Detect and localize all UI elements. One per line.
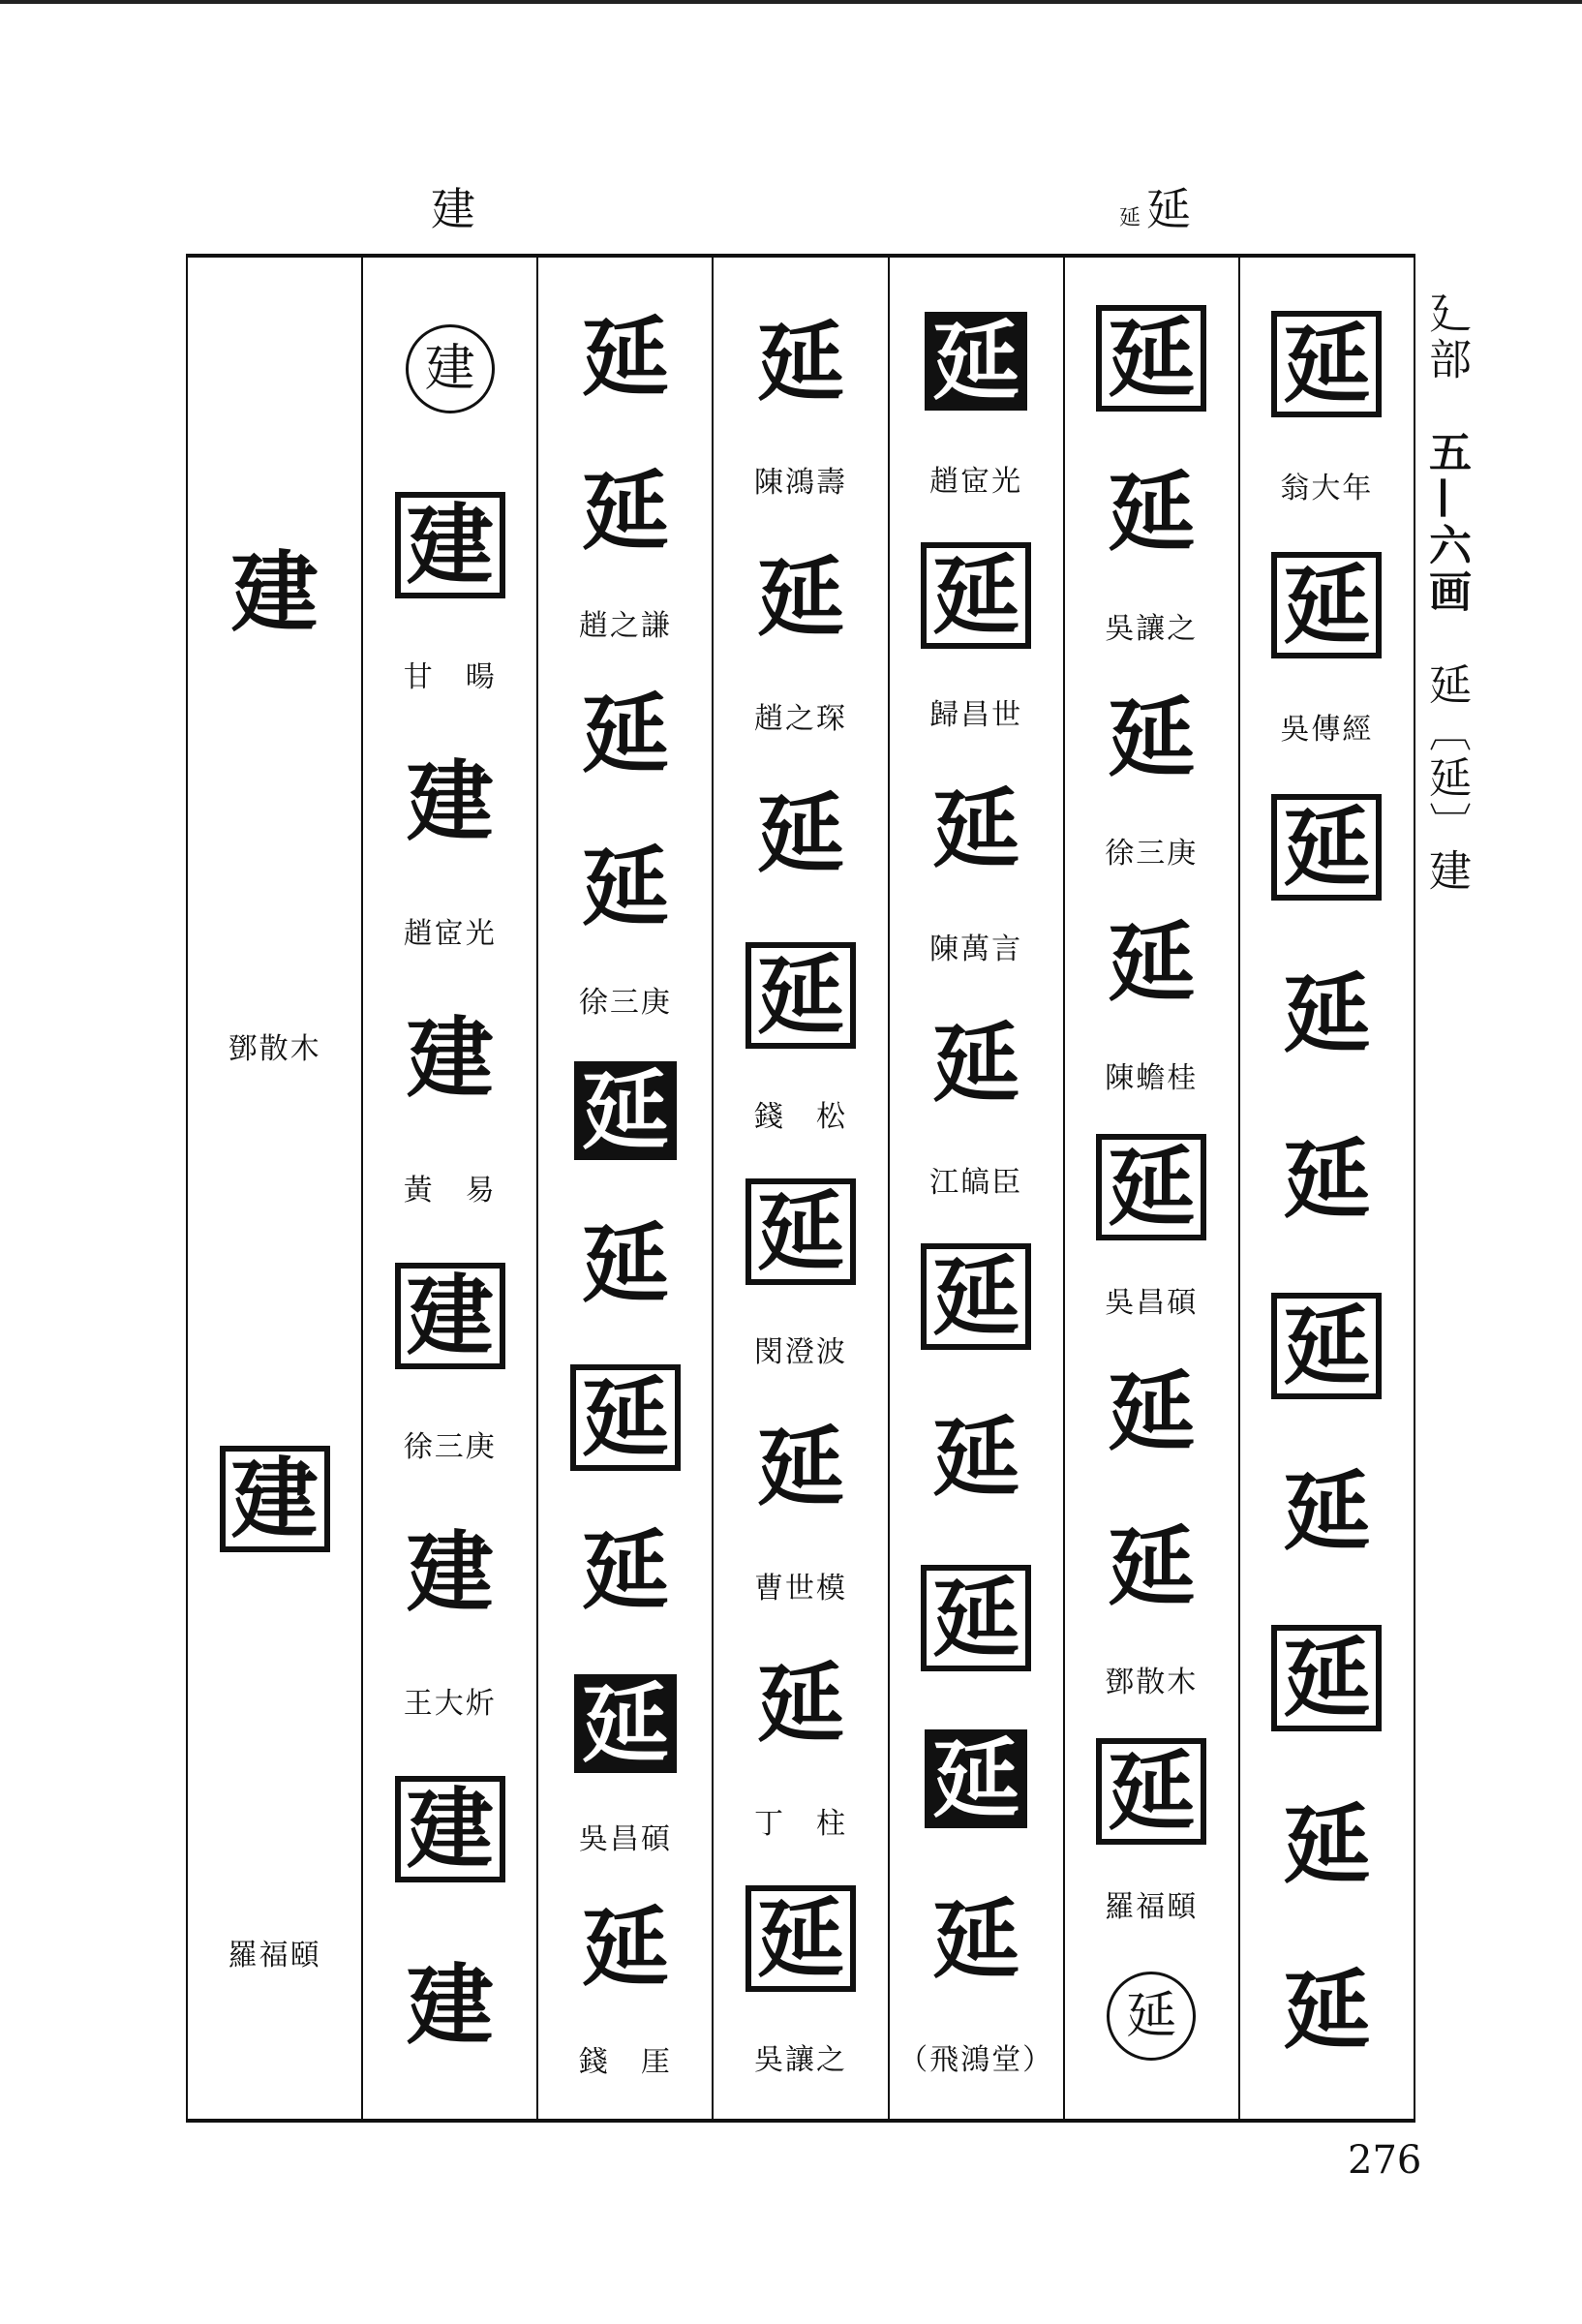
seal-glyph: 延 — [1283, 1128, 1371, 1232]
seal-glyph: 延 — [1283, 962, 1371, 1065]
seal-glyph: 延 — [1107, 1972, 1196, 2061]
seal-column — [188, 258, 361, 2119]
seal-glyph: 延 — [1096, 305, 1206, 412]
seal-column — [361, 258, 536, 2119]
seal-glyph: 延 — [1271, 1625, 1382, 1731]
seal-attribution — [714, 1312, 887, 1386]
seal-entry — [1240, 1429, 1414, 1596]
seal-glyph: 延 — [1108, 1361, 1196, 1464]
seal-entry — [538, 1647, 712, 1800]
heading-yan — [1119, 174, 1193, 238]
seal-attribution — [714, 1548, 887, 1622]
seal-entry — [188, 281, 361, 904]
seal-glyph: 建 — [220, 1446, 330, 1552]
seal-entry — [1240, 281, 1414, 447]
seal-entry — [538, 1187, 712, 1340]
seal-attribution — [1065, 1040, 1238, 1111]
seal-entry — [1065, 1714, 1238, 1869]
seal-attribution — [1065, 1869, 1238, 1940]
seal-glyph: 延 — [745, 1178, 856, 1285]
carver-name-label: 羅福頤 — [1105, 1890, 1199, 1925]
heading-yan-text: 延 — [1146, 183, 1194, 235]
seal-entry — [714, 1386, 887, 1547]
carver-name-label: 鄧散木 — [1105, 1665, 1199, 1699]
seal-entry — [1065, 436, 1238, 591]
seal-glyph: 延 — [757, 1416, 844, 1519]
seal-entry — [890, 1538, 1063, 1698]
seal-column — [888, 258, 1063, 2119]
seal-attribution — [1240, 688, 1414, 764]
seal-glyph: 建 — [395, 1776, 505, 1882]
heading-yan-small: 延 — [1119, 206, 1143, 230]
seal-glyph: 延 — [1283, 1460, 1371, 1564]
seal-glyph: 延 — [1271, 794, 1382, 901]
carver-name-label: （飛鴻堂） — [898, 2043, 1054, 2078]
seal-entry — [1065, 1110, 1238, 1265]
seal-glyph: 延 — [1283, 1959, 1371, 2063]
seal-entry — [1065, 281, 1238, 436]
seal-glyph: 延 — [1108, 461, 1196, 565]
seal-entry — [890, 749, 1063, 909]
seal-glyph: 延 — [932, 778, 1020, 881]
seal-glyph: 延 — [1283, 1792, 1371, 1896]
seal-attribution — [714, 2020, 887, 2094]
seal-glyph: 延 — [757, 781, 844, 885]
seal-glyph: 延 — [581, 306, 669, 410]
carver-name-label: 徐三庚 — [1105, 836, 1199, 871]
seal-glyph: 建 — [395, 1263, 505, 1369]
carver-name-label: 趙之琛 — [754, 701, 847, 736]
seal-glyph: 延 — [581, 459, 669, 563]
seal-entry — [1240, 1761, 1414, 1928]
seal-attribution — [1065, 590, 1238, 660]
seal-attribution — [890, 1144, 1063, 1216]
side-chars: 延〔延〕建 — [1421, 662, 1471, 895]
seal-attribution — [714, 679, 887, 752]
seal-attribution — [714, 443, 887, 516]
carver-name-label: 甘 暘 — [403, 659, 497, 694]
seal-attribution — [363, 891, 536, 971]
carver-name-label: 鄧散木 — [228, 1031, 321, 1066]
seal-entry — [1065, 1489, 1238, 1644]
seal-glyph: 延 — [581, 1895, 669, 1999]
seal-glyph: 延 — [1108, 686, 1196, 789]
seal-attribution — [538, 964, 712, 1034]
carver-name-label: 趙宧光 — [929, 464, 1023, 499]
seal-glyph: 建 — [406, 1953, 494, 2057]
seal-glyph: 延 — [757, 546, 844, 650]
seal-glyph: 延 — [932, 1888, 1020, 1992]
seal-entry — [363, 1917, 536, 2094]
seal-attribution — [363, 633, 536, 714]
carver-name-label: 陳鴻壽 — [754, 466, 847, 501]
carver-name-label: 王大炘 — [403, 1687, 497, 1722]
seal-attribution — [1065, 814, 1238, 885]
seal-column — [1238, 258, 1414, 2119]
seal-glyph: 延 — [570, 1364, 681, 1471]
seal-entry — [714, 1857, 887, 2019]
seal-entry — [890, 1859, 1063, 2020]
seal-entry — [538, 1340, 712, 1493]
seal-entry — [714, 281, 887, 443]
carver-name-label: 江皜臣 — [929, 1166, 1023, 1201]
seal-glyph: 延 — [581, 682, 669, 785]
seal-entry — [538, 281, 712, 434]
seal-glyph: 延 — [925, 1729, 1027, 1828]
seal-entry — [363, 1227, 536, 1403]
seal-glyph: 延 — [745, 1885, 856, 1992]
heading-jian-text: 建 — [431, 183, 477, 235]
seal-entry — [188, 1187, 361, 1811]
carver-name-label: 吳昌碩 — [1105, 1286, 1199, 1321]
side-index — [1421, 290, 1476, 895]
carver-name-label: 閔澄波 — [754, 1335, 847, 1370]
seal-attribution — [714, 1077, 887, 1150]
seal-entry — [538, 810, 712, 963]
carver-name-label: 徐三庚 — [578, 985, 672, 1020]
seal-attribution — [188, 1811, 361, 2095]
seal-attribution — [538, 2024, 712, 2094]
seal-glyph: 延 — [932, 1011, 1020, 1115]
carver-name-label: 羅福頤 — [228, 1938, 321, 1972]
carver-name-label: 吳讓之 — [754, 2042, 847, 2077]
seal-entry — [714, 1622, 887, 1784]
carver-name-label: 陳蟾桂 — [1105, 1060, 1199, 1095]
seal-table — [186, 254, 1415, 2123]
seal-entry — [538, 657, 712, 810]
seal-attribution — [890, 2021, 1063, 2094]
carver-name-label: 趙之謙 — [578, 608, 672, 643]
seal-glyph: 延 — [1096, 1738, 1206, 1845]
seal-attribution — [363, 1147, 536, 1228]
seal-attribution — [1240, 447, 1414, 523]
seal-entry — [714, 914, 887, 1076]
seal-entry — [538, 1871, 712, 2024]
seal-entry — [1240, 1096, 1414, 1263]
seal-glyph: 延 — [745, 942, 856, 1049]
seal-entry — [890, 1377, 1063, 1538]
seal-entry — [363, 970, 536, 1147]
seal-glyph: 建 — [406, 1520, 494, 1624]
seal-glyph: 延 — [921, 1565, 1031, 1671]
seal-glyph: 建 — [406, 1007, 494, 1111]
seal-attribution — [1065, 1265, 1238, 1335]
carver-name-label: 歸昌世 — [929, 698, 1023, 733]
seal-attribution — [1065, 1644, 1238, 1715]
seal-attribution — [363, 1404, 536, 1484]
seal-attribution — [890, 676, 1063, 749]
seal-entry — [890, 515, 1063, 676]
carver-name-label: 翁大年 — [1280, 471, 1374, 505]
seal-glyph: 延 — [581, 1212, 669, 1316]
page-number: 276 — [1348, 2138, 1422, 2183]
seal-entry — [890, 1216, 1063, 1377]
seal-entry — [538, 434, 712, 587]
seal-entry — [714, 517, 887, 679]
side-strokes: 五—六画 — [1421, 430, 1471, 616]
seal-entry — [1065, 885, 1238, 1040]
carver-name-label: 吳傳經 — [1280, 713, 1374, 748]
seal-entry — [1065, 1939, 1238, 2094]
seal-entry — [714, 752, 887, 914]
carver-name-label: 丁 柱 — [754, 1807, 847, 1842]
seal-entry — [1065, 660, 1238, 815]
seal-glyph: 延 — [1108, 1514, 1196, 1618]
seal-glyph: 延 — [757, 1651, 844, 1755]
carver-name-label: 陳萬言 — [929, 932, 1023, 966]
seal-entry — [363, 1483, 536, 1660]
seal-entry — [714, 1150, 887, 1312]
seal-entry — [363, 281, 536, 457]
carver-name-label: 黃 易 — [403, 1173, 497, 1208]
seal-glyph: 延 — [932, 1406, 1020, 1510]
seal-attribution — [538, 1801, 712, 1871]
seal-attribution — [714, 1784, 887, 1857]
seal-glyph: 建 — [406, 324, 495, 413]
seal-entry — [890, 983, 1063, 1144]
seal-column — [1063, 258, 1238, 2119]
top-border-rule — [0, 0, 1582, 4]
seal-glyph: 延 — [574, 1674, 677, 1773]
heading-jian — [431, 174, 477, 238]
seal-glyph: 建 — [230, 540, 319, 644]
seal-attribution — [890, 442, 1063, 514]
seal-entry — [363, 714, 536, 890]
seal-glyph: 延 — [574, 1061, 677, 1160]
seal-entry — [1240, 523, 1414, 689]
seal-entry — [363, 457, 536, 633]
carver-name-label: 錢 厓 — [578, 2045, 672, 2079]
seal-attribution — [538, 588, 712, 657]
seal-attribution — [188, 904, 361, 1188]
seal-glyph: 延 — [1096, 1134, 1206, 1240]
seal-glyph: 延 — [921, 542, 1031, 649]
seal-entry — [1240, 764, 1414, 931]
carver-name-label: 錢 松 — [754, 1099, 847, 1134]
seal-entry — [890, 281, 1063, 442]
seal-attribution — [890, 909, 1063, 982]
carver-name-label: 吳讓之 — [1105, 611, 1199, 646]
seal-entry — [1240, 1263, 1414, 1429]
seal-glyph: 延 — [1271, 311, 1382, 417]
seal-glyph: 延 — [581, 1518, 669, 1622]
seal-column — [712, 258, 887, 2119]
seal-entry — [363, 1741, 536, 1917]
seal-attribution — [363, 1661, 536, 1741]
carver-name-label: 曹世模 — [754, 1571, 847, 1605]
carver-name-label: 吳昌碩 — [578, 1821, 672, 1856]
carver-name-label: 徐三庚 — [403, 1430, 497, 1465]
seal-glyph: 建 — [395, 492, 505, 598]
seal-entry — [1240, 1927, 1414, 2094]
seal-glyph: 延 — [1108, 910, 1196, 1014]
seal-glyph: 建 — [406, 750, 494, 854]
seal-column — [536, 258, 712, 2119]
seal-entry — [538, 1034, 712, 1187]
seal-entry — [1240, 931, 1414, 1097]
seal-entry — [538, 1494, 712, 1647]
carver-name-label: 趙宧光 — [403, 916, 497, 951]
seal-entry — [1065, 1334, 1238, 1489]
seal-entry — [1240, 1595, 1414, 1761]
seal-glyph: 延 — [757, 310, 844, 413]
seal-glyph: 延 — [921, 1243, 1031, 1350]
seal-glyph: 延 — [925, 312, 1027, 411]
side-radical: 廴部 — [1421, 290, 1471, 383]
seal-entry — [890, 1698, 1063, 1859]
seal-glyph: 延 — [581, 836, 669, 939]
seal-glyph: 延 — [1271, 552, 1382, 658]
seal-glyph: 延 — [1271, 1293, 1382, 1399]
